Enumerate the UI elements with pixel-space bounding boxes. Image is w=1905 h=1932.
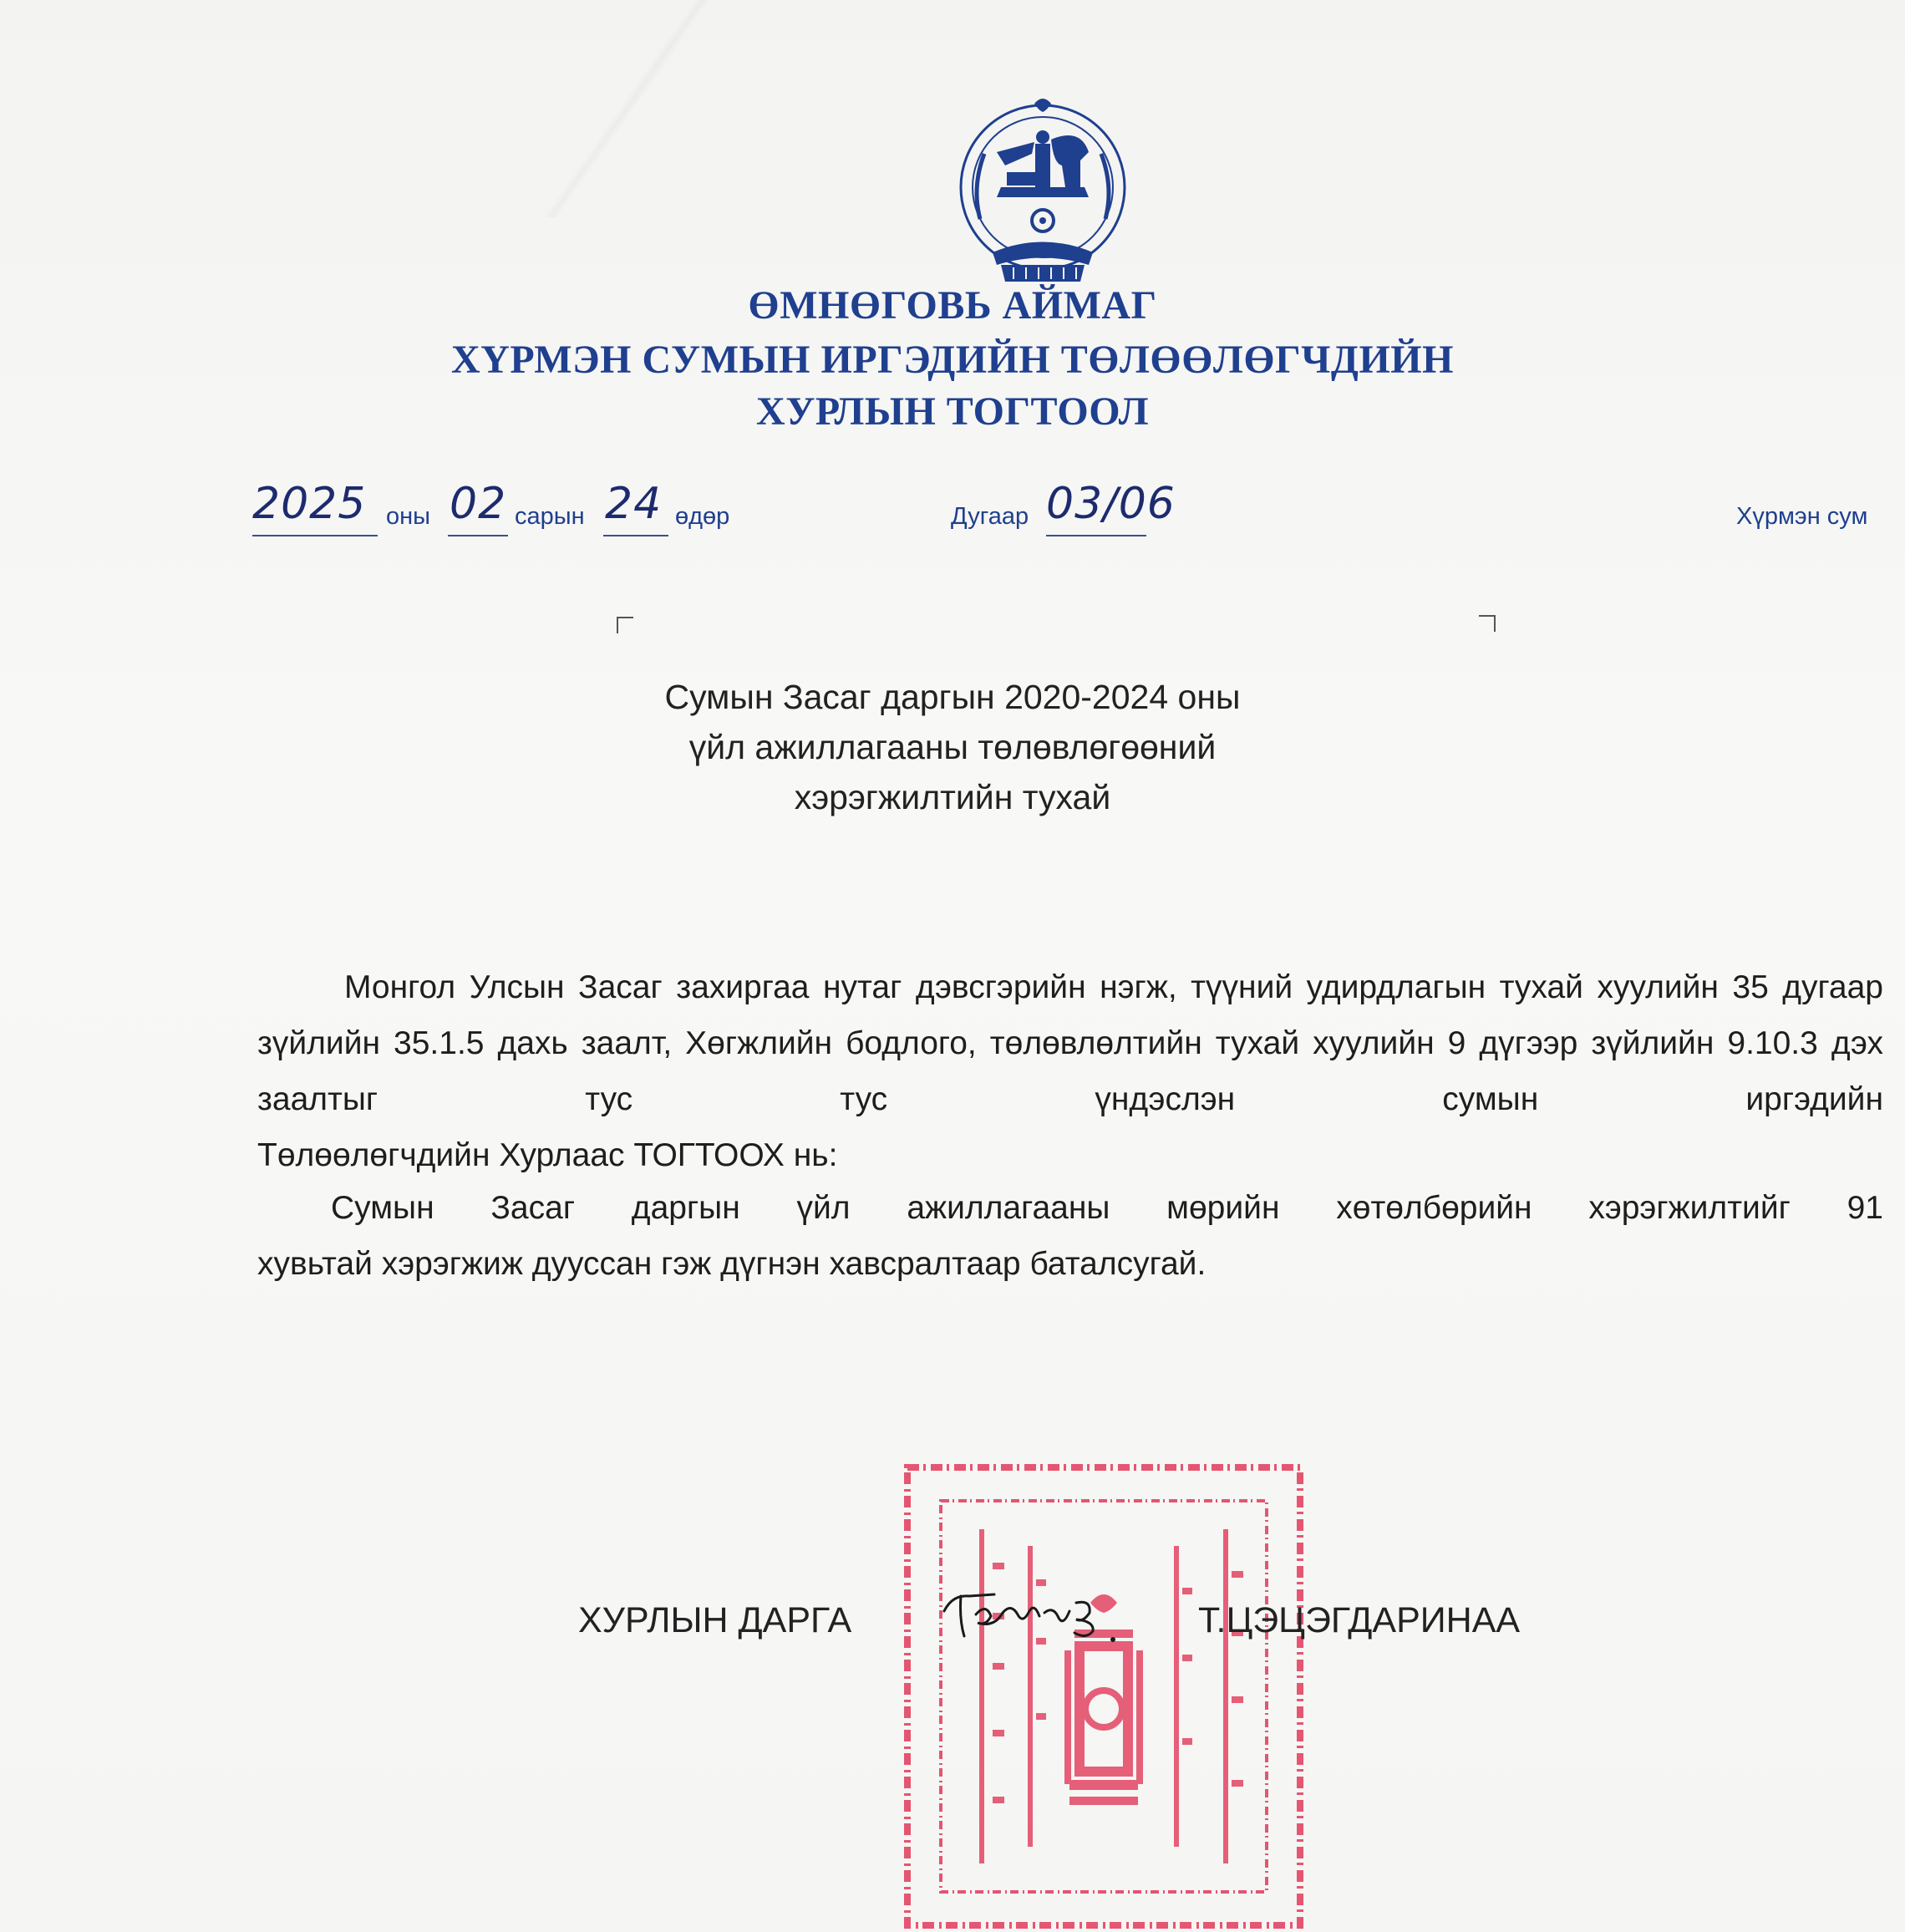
state-emblem-icon (955, 94, 1130, 294)
number-value: 03/06 (1046, 479, 1176, 529)
paragraph-2-last: хувьтай хэрэгжиж дууссан гэж дүгнэн хавсралтаар баталсугай. (257, 1246, 1206, 1282)
subject-block (0, 672, 1905, 822)
official-seal-stamp (902, 1462, 1305, 1930)
subject-corner-right (1479, 615, 1496, 632)
date-year-suffix: оны (386, 503, 430, 530)
paragraph-1-last: Төлөөлөгчдийн Хурлаас ТОГТООХ нь: (257, 1137, 838, 1173)
date-month-underline (448, 535, 508, 536)
paragraph-1-text: Монгол Улсын Засаг захиргаа нутаг дэвсгэрийн нэгж, түүний удирдлагын тухай хуулийн 35 дугаар зүйлийн 35.1.5 дахь заалт, Хөгжлийн бодлого, төлөвлөлтийн тухай хуулийн 9 дүгээр зүйлийн 9.10.3 дэх заалтыг тус тус үндэслэн сумын иргэдийн (257, 969, 1883, 1117)
subject-line-2: үйл ажиллагааны төлөвлөгөөний (688, 728, 1217, 766)
paper-fold-shadow (501, 0, 752, 217)
paragraph-2 (257, 1180, 1883, 1292)
number-label: Дугаар (951, 503, 1029, 530)
subject-line-1: Сумын Засаг даргын 2020-2024 оны (664, 678, 1241, 716)
header-line-2: ХҮРМЭН СУМЫН ИРГЭДИЙН ТӨЛӨӨЛӨГЧДИЙН (451, 338, 1454, 382)
handwritten-signature (936, 1578, 1136, 1661)
date-day-suffix: өдөр (675, 503, 730, 530)
date-year-value: 2025 (252, 479, 367, 529)
date-day-underline (603, 535, 668, 536)
paragraph-2-text: Сумын Засаг даргын үйл ажиллагааны мөрийн хөтөлбөрийн хэрэгжилтийг 91 (331, 1190, 1883, 1226)
header-line-3: ХУРЛЫН ТОГТООЛ (756, 389, 1149, 434)
number-underline (1046, 535, 1146, 536)
date-month-value: 02 (450, 479, 507, 529)
signatory-name: Т.ЦЭЦЭГДАРИНАА (1198, 1600, 1521, 1640)
place-name: Хүрмэн сум (1736, 503, 1868, 530)
signatory-title: ХУРЛЫН ДАРГА (578, 1600, 852, 1640)
date-day-value: 24 (605, 479, 663, 529)
paragraph-1 (257, 959, 1883, 1183)
date-month-suffix: сарын (515, 503, 585, 530)
subject-corner-left (617, 617, 633, 633)
subject-line-3: хэрэгжилтийн тухай (794, 778, 1111, 816)
date-year-underline (252, 535, 378, 536)
header-line-1: ӨМНӨГОВЬ АЙМАГ (748, 283, 1157, 328)
